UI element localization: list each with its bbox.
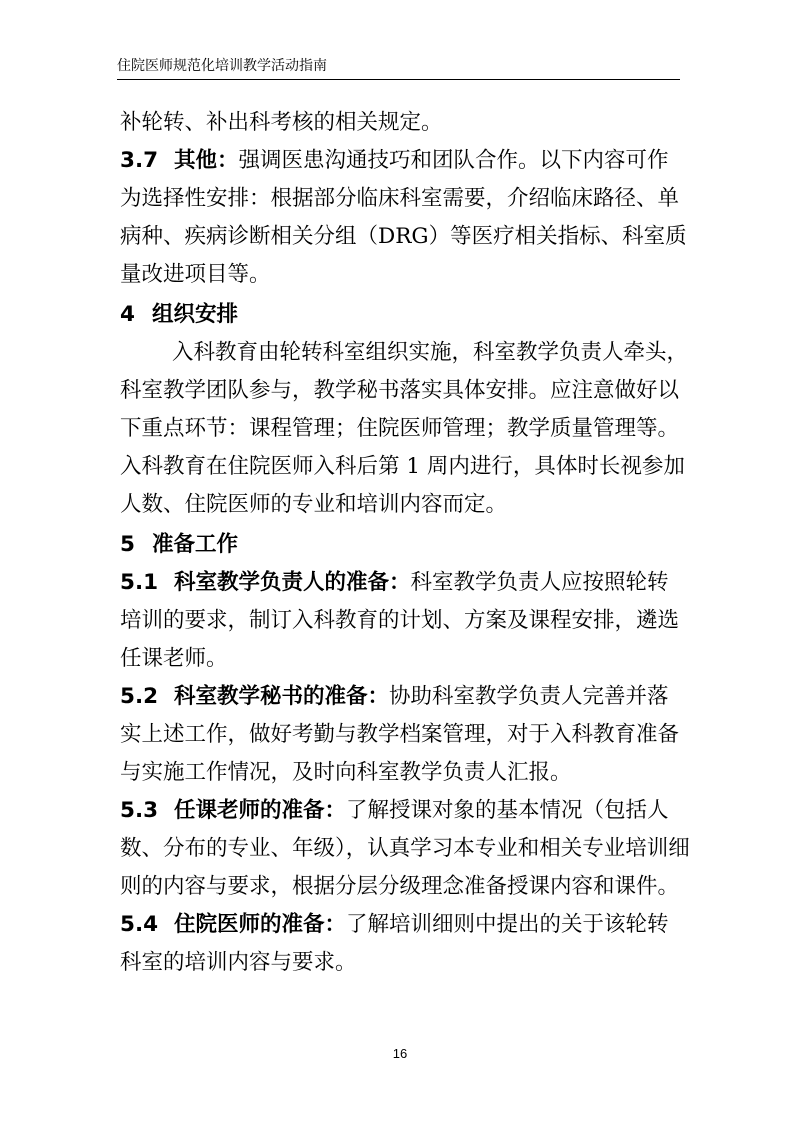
section-text: 强调医患沟通技巧和团队合作。以下内容可作为选择性安排：根据部分临床科室需要，介绍临床路径、单病种、疾病诊断相关分组（DRG）等医疗相关指标、科室质量改进项目等。 — [120, 148, 687, 287]
section-text: 科室教学负责人应按照轮转培训的要求，制订入科教育的计划、方案及课程安排，遴选任课老师。 — [120, 570, 680, 671]
section-text: 了解培训细则中提出的关于该轮转科室的培训内容与要求。 — [120, 912, 669, 975]
section-3-7 — [120, 142, 690, 294]
section-5-2 — [120, 678, 690, 792]
heading-number: 4 — [120, 302, 135, 327]
section-number: 3.7 — [120, 148, 159, 173]
heading-title: 组织安排 — [152, 302, 239, 327]
section-5-1 — [120, 564, 690, 678]
paragraph-continuation: 补轮转、补出科考核的相关规定。 — [120, 110, 443, 135]
heading-4 — [120, 296, 690, 334]
section-label: 其他： — [174, 148, 239, 173]
section-label: 任课老师的准备： — [174, 798, 347, 823]
section-label: 科室教学负责人的准备： — [174, 570, 411, 595]
running-header: 住院医师规范化培训教学活动指南 — [117, 57, 680, 80]
paragraph-organization: 入科教育由轮转科室组织实施，科室教学负责人牵头，科室教学团队参与，教学秘书落实具体安排。应注意做好以下重点环节：课程管理；住院医师管理；教学质量管理等。入科教育在住院医师入科后第 1 周内进行，具体时长视参加人数、住院医师的专业和培训内容而定。 — [120, 340, 689, 517]
section-number: 5.3 — [120, 798, 159, 823]
section-number: 5.2 — [120, 684, 159, 709]
section-number: 5.1 — [120, 570, 159, 595]
section-5-4 — [120, 906, 690, 982]
page-body — [120, 104, 690, 982]
heading-5 — [120, 526, 690, 564]
page-number: 16 — [392, 1046, 408, 1061]
section-label: 科室教学秘书的准备： — [174, 684, 390, 709]
section-number: 5.4 — [120, 912, 159, 937]
section-5-3 — [120, 792, 690, 906]
heading-title: 准备工作 — [152, 532, 239, 557]
section-text: 协助科室教学负责人完善并落实上述工作，做好考勤与教学档案管理，对于入科教育准备与实施工作情况，及时向科室教学负责人汇报。 — [120, 684, 680, 785]
section-text: 了解授课对象的基本情况（包括人数、分布的专业、年级），认真学习本专业和相关专业培训细则的内容与要求，根据分层分级理念准备授课内容和课件。 — [120, 798, 690, 899]
heading-number: 5 — [120, 532, 135, 557]
section-label: 住院医师的准备： — [174, 912, 347, 937]
